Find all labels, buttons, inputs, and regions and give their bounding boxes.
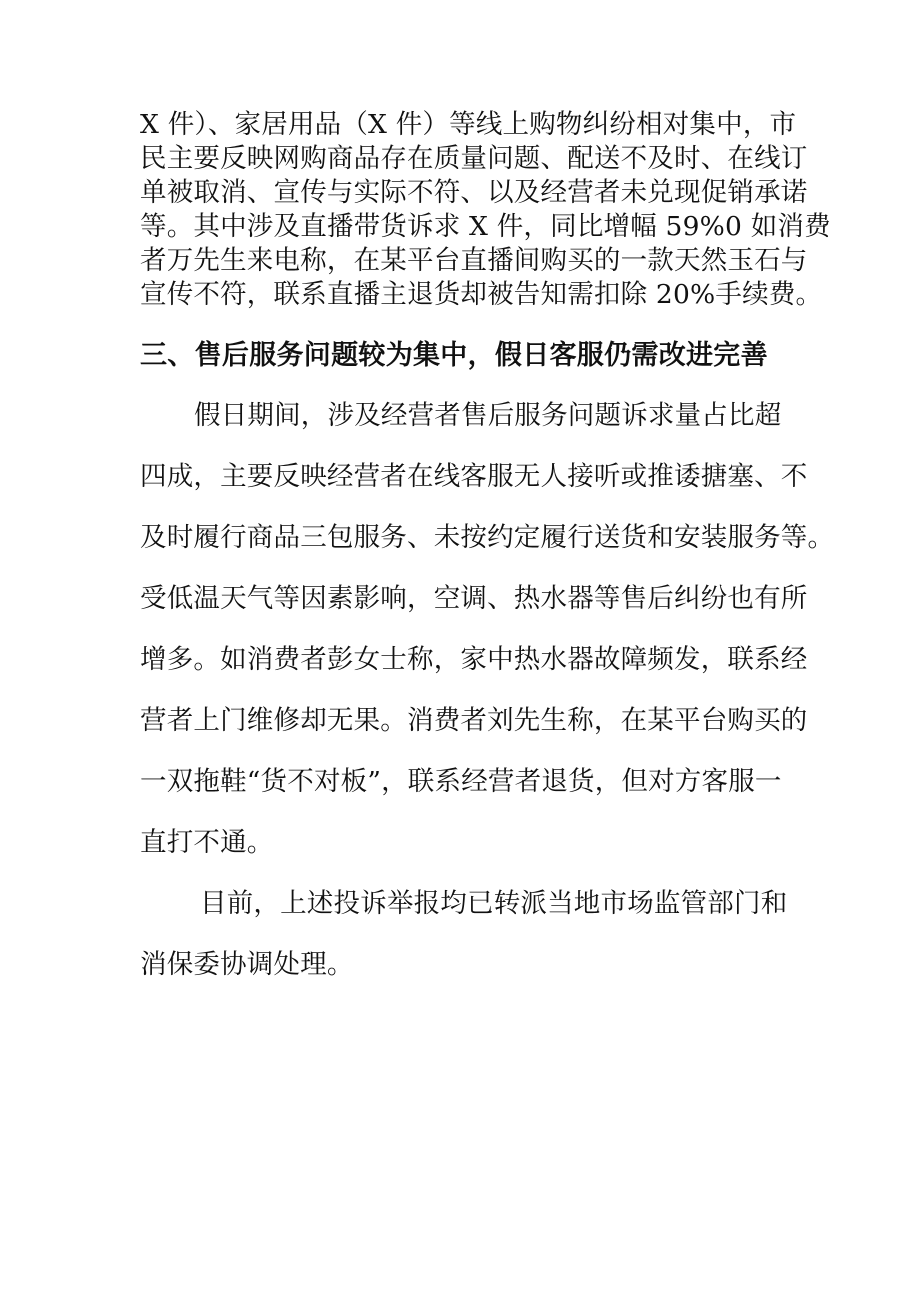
text-line: 假日期间，涉及经营者售后服务问题诉求量占比超: [194, 400, 782, 431]
text-line: 消保委协调处理。: [140, 949, 354, 980]
text-line: 直打不通。: [140, 827, 274, 858]
text-line: 及时履行商品三包服务、未按约定履行送货和安装服务等。: [140, 522, 835, 553]
text-line: 目前，上述投诉举报均已转派当地市场监管部门和: [200, 888, 788, 919]
text-line: 一双拖鞋“货不对板”，联系经营者退货，但对方客服一: [140, 766, 782, 797]
text-line: 民主要反映网购商品存在质量问题、配送不及时、在线订: [140, 143, 808, 174]
text-line: X 件）、家居用品（X 件）等线上购物纠纷相对集中，市: [140, 109, 797, 140]
text-line: 四成，主要反映经营者在线客服无人接听或推诿搪塞、不: [140, 461, 808, 492]
text-line: 宣传不符，联系直播主退货却被告知需扣除 20%手续费。: [140, 279, 823, 310]
text-line: 受低温天气等因素影响，空调、热水器等售后纠纷也有所: [140, 583, 808, 614]
text-line: 增多。如消费者彭女士称，家中热水器故障频发，联系经: [140, 644, 808, 675]
text-line: 者万先生来电称，在某平台直播间购买的一款天然玉石与: [140, 245, 808, 276]
text-line: 单被取消、宣传与实际不符、以及经营者未兑现促销承诺: [140, 177, 808, 208]
section-heading: 三、售后服务问题较为集中，假日客服仍需改进完善: [140, 340, 768, 371]
text-line: 营者上门维修却无果。消费者刘先生称，在某平台购买的: [140, 705, 808, 736]
text-line: 等。其中涉及直播带货诉求 X 件，同比增幅 59%0 如消费: [140, 211, 831, 242]
